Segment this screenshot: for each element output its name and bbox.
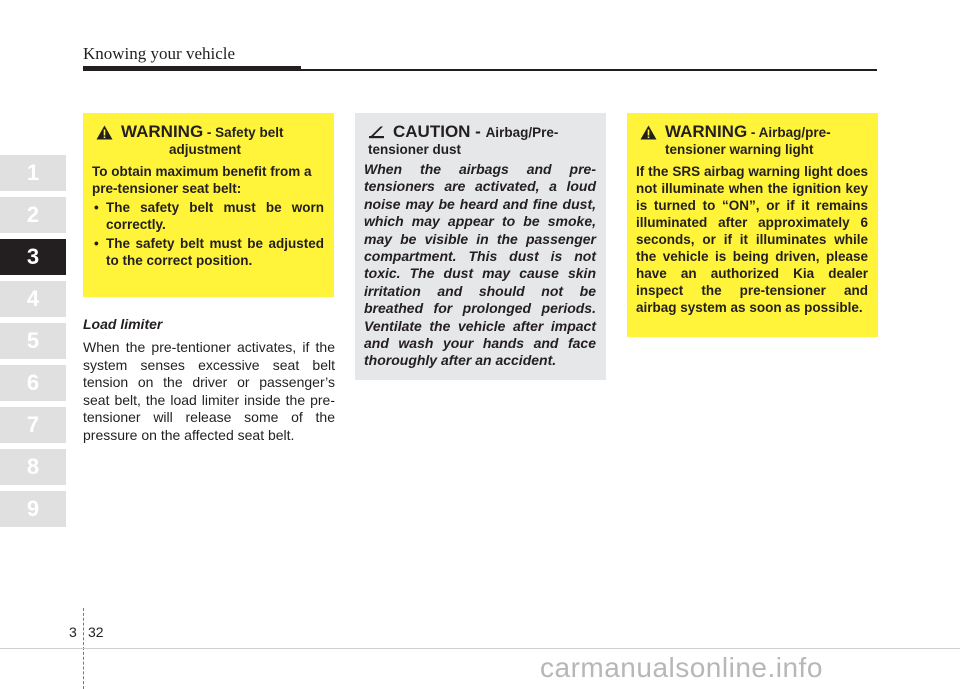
warning-subtitle-1: Airbag/pre- [758, 125, 831, 140]
warning-triangle-icon [96, 125, 113, 140]
footer-page-number: 32 [88, 624, 104, 640]
load-limiter-body: When the pre-tentioner activates, if the system senses excessive seat belt tension on the driver or passenger’s seat belt, the load limiter inside the pre-tensioner will release some of the pressure on the affected seat belt. [83, 339, 335, 443]
warning-label: WARNING [121, 122, 204, 141]
chapter-tab-1[interactable]: 1 [0, 155, 66, 191]
warning-bullet: • The safety belt must be worn correctly. [92, 199, 324, 233]
header-rule-thick [83, 66, 301, 71]
warning-box-safety-belt [83, 113, 334, 297]
page-header-title: Knowing your vehicle [83, 44, 236, 63]
chapter-tab-9[interactable]: 9 [0, 491, 66, 527]
caution-title: CAUTION - Airbag/Pre- tensioner dust [364, 122, 596, 157]
caution-label: CAUTION [393, 122, 471, 141]
header-rule-thin [301, 69, 877, 71]
warning-bullet-list [92, 199, 324, 269]
chapter-tab-5[interactable]: 5 [0, 323, 66, 359]
load-limiter-heading: Load limiter [83, 316, 163, 332]
watermark: carmanualsonline.info [540, 652, 823, 683]
chapter-tab-4[interactable]: 4 [0, 281, 66, 317]
warning-box-airbag-light [627, 113, 878, 337]
caution-subtitle-2: tensioner dust [368, 142, 462, 157]
chapter-tab-3[interactable]: 3 [0, 239, 66, 275]
footer-chapter-number: 3 [69, 624, 77, 640]
warning-subtitle-2: adjustment [169, 142, 242, 157]
caution-subtitle-1: Airbag/Pre- [485, 125, 559, 140]
chapter-tab-6[interactable]: 6 [0, 365, 66, 401]
warning-title: WARNING - Safety belt adjustment [92, 122, 324, 157]
warning-body [92, 163, 324, 269]
chapter-tab-7[interactable]: 7 [0, 407, 66, 443]
warning-label: WARNING [665, 122, 748, 141]
warning-triangle-icon [640, 125, 657, 140]
footer-divider-horizontal [0, 648, 960, 649]
warning-intro: To obtain maximum benefit from a pre-tensioner seat belt: [92, 164, 312, 196]
chapter-tab-8[interactable]: 8 [0, 449, 66, 485]
warning-subtitle-2: tensioner warning light [665, 142, 814, 157]
caution-box-airbag-dust [355, 113, 606, 380]
caution-body: When the airbags and pre-tensioners are activated, a loud noise may be heard and fine dust, which may appear to be smoke, may be visible in the passenger compartment. This dust is not toxic. The dust may cause skin irritation and should not be breathed for prolonged periods. Ventilate the vehicle after impact and wash your hands and face thoroughly after an accident. [364, 161, 596, 369]
warning-subtitle-1: Safety belt [215, 125, 284, 140]
warning-bullet: • The safety belt must be adjusted to the correct position. [92, 235, 324, 269]
caution-slash-icon [368, 125, 385, 140]
warning-body: If the SRS airbag warning light does not illuminate when the ignition key is turned to “ON”, or if it remains illuminated after approximately 6 seconds, or if it illuminates while the vehicle is being driven, please have an authorized Kia dealer inspect the pre-tensioner and airbag system as soon as possible. [636, 164, 868, 315]
warning-title: WARNING - Airbag/pre- tensioner warning light [636, 122, 868, 157]
chapter-tab-2[interactable]: 2 [0, 197, 66, 233]
